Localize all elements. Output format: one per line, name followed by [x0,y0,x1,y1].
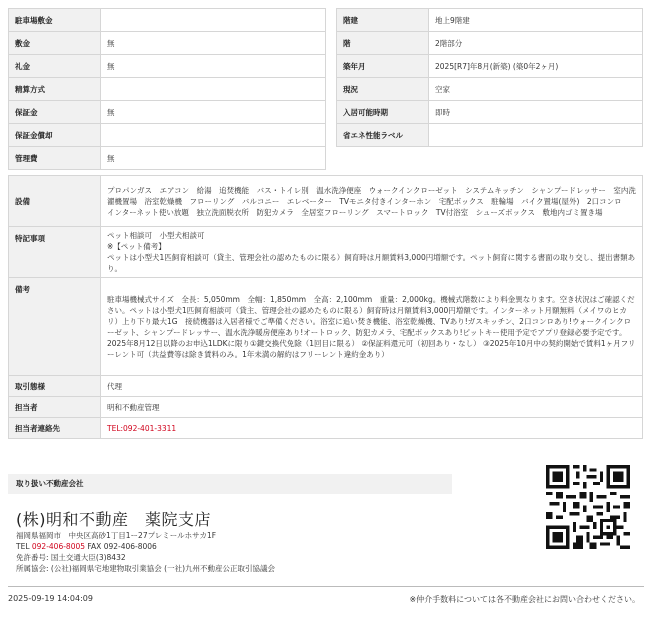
building-value: 即時 [429,101,643,124]
building-row [337,78,643,101]
detail-value [101,418,643,439]
qr-code [546,465,630,549]
fee-label: 保証金 [9,101,101,124]
fee-value: 無 [101,101,326,124]
detail-value: 代理 [101,376,643,397]
building-label: 階 [337,32,429,55]
detail-label: 設備 [9,176,101,227]
fee-value [101,78,326,101]
fee-row [9,55,326,78]
agent-name: (株)明和不動産 薬院支店 [16,510,211,529]
agent-address: 福岡県福岡市 中央区高砂1丁目1ー27プレミールホサカ1F [16,531,217,540]
fee-row [9,101,326,124]
building-label: 階建 [337,9,429,32]
detail-value: プロパンガス エアコン 給湯 追焚機能 バス・トイレ別 温水洗浄便座 ウォークインクローゼット システムキッチン シャンプードレッサー 室内洗濯機置場 浴室乾燥機 フローリング バルコニー エレベーター TVモニタ付きインターホン 宅配ボックス 駐輪場 バイク置場(屋外) 2口コンロ インターネット使い放題 独立洗面脱衣所 防犯カメラ 全居室フローリング スマートロック TV付浴室 シューズボックス 敷地内ゴミ置き場 [101,176,643,227]
fee-value: 無 [101,32,326,55]
detail-label: 取引態様 [9,376,101,397]
fee-row [9,147,326,170]
detail-label: 担当者 [9,397,101,418]
building-row [337,32,643,55]
building-label: 省エネ性能ラベル [337,124,429,147]
fee-value [101,124,326,147]
agent-info [16,530,275,574]
print-date: 2025-09-19 14:04:09 [8,594,93,603]
detail-value: 明和不動産管理 [101,397,643,418]
building-row [337,55,643,78]
building-value: 地上9階建 [429,9,643,32]
detail-label: 特記事項 [9,227,101,278]
fee-label: 敷金 [9,32,101,55]
building-label: 築年月 [337,55,429,78]
phone-prefix: TEL: [107,423,124,433]
building-row [337,101,643,124]
fee-value: 無 [101,147,326,170]
fax-text: FAX 092-406-8006 [85,542,157,551]
building-row [337,9,643,32]
footer-divider [8,586,644,587]
fee-row [9,32,326,55]
detail-row-special [9,227,643,278]
building-value: 2025[R7]年8月(新築) (築0年2ヶ月) [429,55,643,78]
agent-association: 所属協会: (公社)福岡県宅地建物取引業協会 (一社)九州不動産公正取引協議会 [16,564,275,573]
detail-row-remarks [9,278,643,376]
fees-table [8,8,326,170]
detail-label: 担当者連絡先 [9,418,101,439]
detail-row-equipment [9,176,643,227]
agent-tel-line [16,541,275,552]
detail-label: 備考 [9,278,101,376]
fee-note: ※仲介手数料については各不動産会社にお問い合わせください。 [409,595,640,604]
detail-row-contact-phone [9,418,643,439]
building-value: 2階部分 [429,32,643,55]
building-row [337,124,643,147]
phone-link[interactable]: 092-401-3311 [123,423,177,433]
agent-license: 免許番号: 国土交通大臣(3)8432 [16,553,126,562]
fee-label: 保証金償却 [9,124,101,147]
building-table [336,8,643,147]
detail-value: ペット相談可 小型犬相談可 ※【ペット備考】 ペットは小型犬1匹飼育相談可（貸主、管理会社の認めたものに限る）飼育時は月額賃料3,000円増額です。ペット飼育に関する書面の取り交し、提出書類あり。 [101,227,643,278]
fee-label: 礼金 [9,55,101,78]
detail-value: 駐車場機械式サイズ 全長：5,050mm 全幅：1,850mm 全高：2,100mm 重量：2,000kg。機械式階数により料金異なります。空き状況はご確認ください。ペットは小型犬1匹飼育相談可（貸主、管理会社の認めたものに限る）飼育時は月額賃料3,000円増額です。インターネット月額無料（メイワのヒカリ）上り下り最大1G 接続機器は入居者様でご準備ください。浴室に追い焚き機能、浴室乾燥機、TVあり!ガスキッチン、2口コンロあり!ウォークインクローゼット、シャンプードレッサー、温水洗浄暖房便座あり!オートロック、防犯カメラ、宅配ボックスあり!ピットキー使用予定でアプリ登録必要予定です。 2025年8月12日以降のお申込1LDKに限り①鍵交換代免除（1回目に限る） ②保証料還元可（初回あり・なし） ③2025年10月中の契約開始で賃料1ヶ月フリーレント可（共益費等は除き賃料のみ。1年未満の解約はフリーレント違約金あり） [101,278,643,376]
fee-value [101,9,326,32]
detail-row-transaction [9,376,643,397]
agent-section-title: 取り扱い不動産会社 [8,474,452,494]
building-label: 現況 [337,78,429,101]
fee-label: 管理費 [9,147,101,170]
detail-row-contact-person [9,397,643,418]
fee-label: 駐車場敷金 [9,9,101,32]
tel-link[interactable]: 092-406-8005 [31,542,86,551]
fee-value: 無 [101,55,326,78]
detail-table [8,175,643,439]
fee-row [9,124,326,147]
building-label: 入居可能時期 [337,101,429,124]
fee-row [9,9,326,32]
tel-label: TEL [16,542,32,551]
building-value: 空家 [429,78,643,101]
building-value [429,124,643,147]
fee-row [9,78,326,101]
fee-label: 精算方式 [9,78,101,101]
